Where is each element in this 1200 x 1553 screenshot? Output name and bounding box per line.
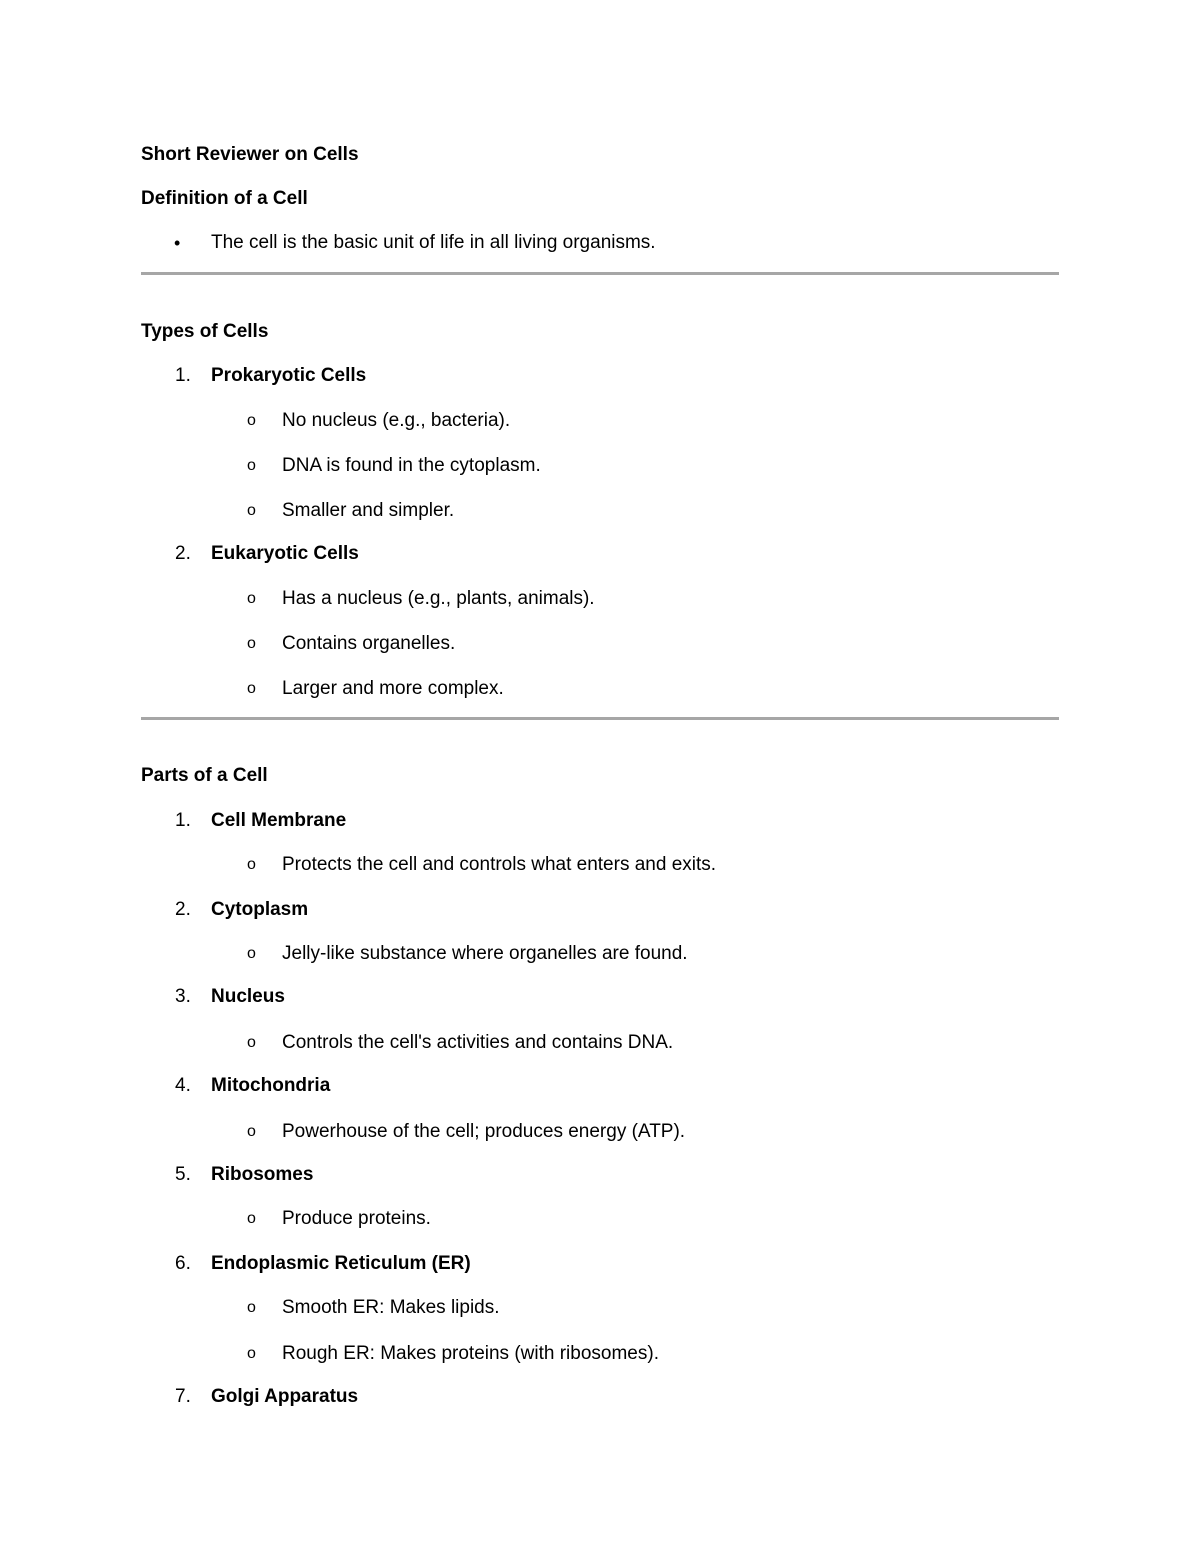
part-point: Protects the cell and controls what enters and exits.: [282, 854, 717, 875]
type-point: Larger and more complex.: [282, 678, 504, 699]
list-number: 3.: [175, 986, 191, 1007]
type-point: Smaller and simpler.: [282, 500, 455, 521]
sub-bullet-icon: o: [247, 590, 256, 607]
part-point: Jelly-like substance where organelles are found.: [282, 943, 688, 964]
sub-bullet-icon: o: [247, 945, 256, 962]
part-point: Powerhouse of the cell; produces energy (ATP).: [282, 1121, 686, 1142]
list-number: 5.: [175, 1164, 191, 1185]
bullet-icon: •: [174, 233, 181, 253]
part-name: Mitochondria: [211, 1075, 331, 1096]
sub-bullet-icon: o: [247, 1345, 256, 1362]
list-number: 2.: [175, 899, 191, 920]
list-number: 2.: [175, 543, 191, 564]
type-point: Has a nucleus (e.g., plants, animals).: [282, 588, 595, 609]
type-point: No nucleus (e.g., bacteria).: [282, 410, 511, 431]
sub-bullet-icon: o: [247, 680, 256, 697]
section-divider: [141, 272, 1059, 275]
sub-bullet-icon: o: [247, 1034, 256, 1051]
parts-heading: Parts of a Cell: [141, 765, 268, 786]
definition-item: The cell is the basic unit of life in all living organisms.: [211, 232, 656, 253]
sub-bullet-icon: o: [247, 502, 256, 519]
type-point: Contains organelles.: [282, 633, 456, 654]
list-number: 1.: [175, 365, 191, 386]
sub-bullet-icon: o: [247, 635, 256, 652]
part-name: Endoplasmic Reticulum (ER): [211, 1253, 471, 1274]
part-point: Smooth ER: Makes lipids.: [282, 1297, 500, 1318]
list-number: 7.: [175, 1386, 191, 1407]
types-heading: Types of Cells: [141, 321, 269, 342]
section-divider: [141, 717, 1059, 720]
sub-bullet-icon: o: [247, 1210, 256, 1227]
part-name: Cell Membrane: [211, 810, 347, 831]
type-point: DNA is found in the cytoplasm.: [282, 455, 541, 476]
definition-heading: Definition of a Cell: [141, 188, 308, 209]
list-number: 1.: [175, 810, 191, 831]
part-name: Golgi Apparatus: [211, 1386, 359, 1407]
type-name: Eukaryotic Cells: [211, 543, 359, 564]
sub-bullet-icon: o: [247, 1123, 256, 1140]
list-number: 6.: [175, 1253, 191, 1274]
sub-bullet-icon: o: [247, 457, 256, 474]
part-point: Rough ER: Makes proteins (with ribosomes).: [282, 1343, 659, 1364]
list-number: 4.: [175, 1075, 191, 1096]
document-title: Short Reviewer on Cells: [141, 144, 359, 165]
sub-bullet-icon: o: [247, 1299, 256, 1316]
type-name: Prokaryotic Cells: [211, 365, 367, 386]
sub-bullet-icon: o: [247, 856, 256, 873]
part-point: Produce proteins.: [282, 1208, 431, 1229]
part-name: Cytoplasm: [211, 899, 309, 920]
sub-bullet-icon: o: [247, 412, 256, 429]
part-point: Controls the cell's activities and contains DNA.: [282, 1032, 674, 1053]
part-name: Ribosomes: [211, 1164, 314, 1185]
part-name: Nucleus: [211, 986, 285, 1007]
